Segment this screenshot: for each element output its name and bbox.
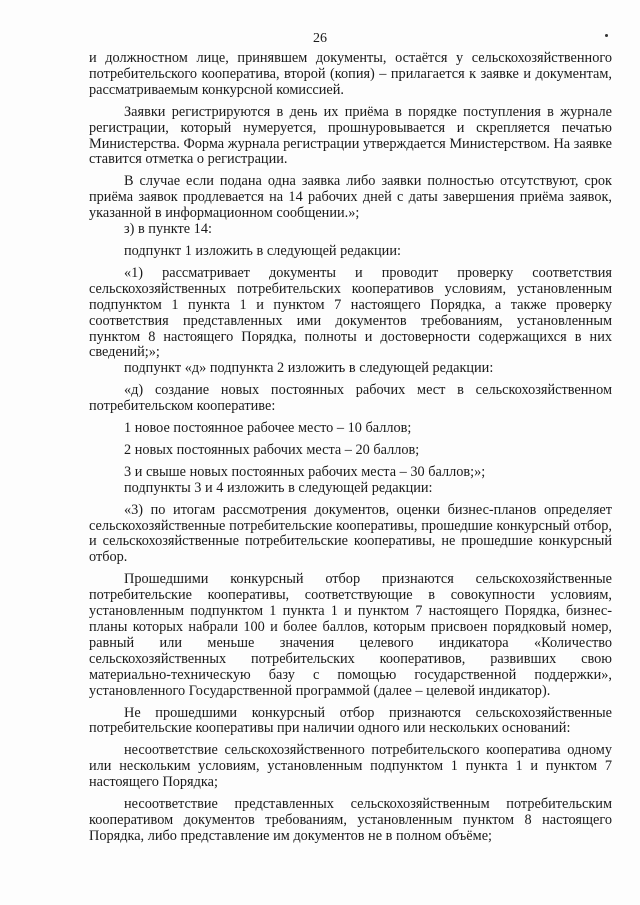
paragraph-4: з) в пункте 14: [124, 221, 212, 238]
paragraph-1: и должностном лице, принявшем документы, остаётся у сельскохозяйственного потребительского кооператива, второй (копия) – прилагается к заявке и документам, рассматриваемым конкурсной комиссией. [89, 50, 612, 98]
paragraph-6: «1) рассматривает документы и проводит проверку соответствия сельскохозяйственных потребительских кооперативов условиям, установленным подпунктом 1 пункта 1 и пунктом 7 настоящего Порядка, а также проверку соответствия представленных ими документов требованиям, установленным пунктом 8 настоящего Порядка, полноты и достоверности содержащихся в них сведений;»; [89, 264, 612, 361]
scan-speck [605, 34, 608, 37]
paragraph-15: Не прошедшими конкурсный отбор признаются сельскохозяйственные потребительские кооперативы при наличии одного или нескольких оснований: [89, 704, 612, 737]
paragraph-14: Прошедшими конкурсный отбор признаются сельскохозяйственные потребительские кооперативы, соответствующие в совокупности условиям, установленным подпунктом 1 пункта 1 и пунктом 7 настоящего Порядка, бизнес-планы которых набрали 100 и более баллов, которым присвоен порядковый номер, равный или меньше значения целевого индикатора «Количество сельскохозяйственных потребительских кооперативов, развивших свою материально-техническую базу с помощью государственной поддержки», установленного Государственной программой (далее – целевой индикатор). [89, 571, 612, 699]
paragraph-13: «3) по итогам рассмотрения документов, оценки бизнес-планов определяет сельскохозяйственные потребительские кооперативы, прошедшие конкурсный отбор, и сельскохозяйственные потребительские кооперативы, не прошедшие конкурсный отбор. [89, 501, 612, 566]
paragraph-11: 3 и свыше новых постоянных рабочих места – 30 баллов;»; [124, 463, 486, 480]
paragraph-3: В случае если подана одна заявка либо заявки полностью отсутствуют, срок приёма заявок продлевается на 14 рабочих дней с даты завершения приёма заявок, указанной в информационном сообщении.»; [89, 173, 612, 222]
paragraph-7: подпункт «д» подпункта 2 изложить в следующей редакции: [124, 360, 494, 377]
page-number: 26 [313, 31, 327, 46]
paragraph-16: несоответствие сельскохозяйственного потребительского кооператива одному или нескольким условиям, установленным подпунктом 1 пункта 1 и пунктом 7 настоящего Порядка; [89, 742, 612, 791]
paragraph-9: 1 новое постоянное рабочее место – 10 баллов; [124, 420, 412, 437]
paragraph-2: Заявки регистрируются в день их приёма в порядке поступления в журнале регистрации, который нумеруется, прошнуровывается и скрепляется печатью Министерства. Форма журнала регистрации утверждается Министерством. На заявке ставится отметка о регистрации. [89, 103, 612, 168]
paragraph-12: подпункты 3 и 4 изложить в следующей редакции: [124, 479, 433, 496]
paragraph-8: «д) создание новых постоянных рабочих мест в сельскохозяйственном потребительском кооперативе: [89, 382, 612, 415]
document-body [89, 51, 612, 845]
paragraph-17: несоответствие представленных сельскохозяйственным потребительским кооперативом документов требованиям, установленным пунктом 8 настоящего Порядка, либо представление им документов не в полном объёме; [89, 796, 612, 844]
paragraph-5: подпункт 1 изложить в следующей редакции: [124, 242, 401, 259]
paragraph-10: 2 новых постоянных рабочих места – 20 баллов; [124, 441, 420, 458]
